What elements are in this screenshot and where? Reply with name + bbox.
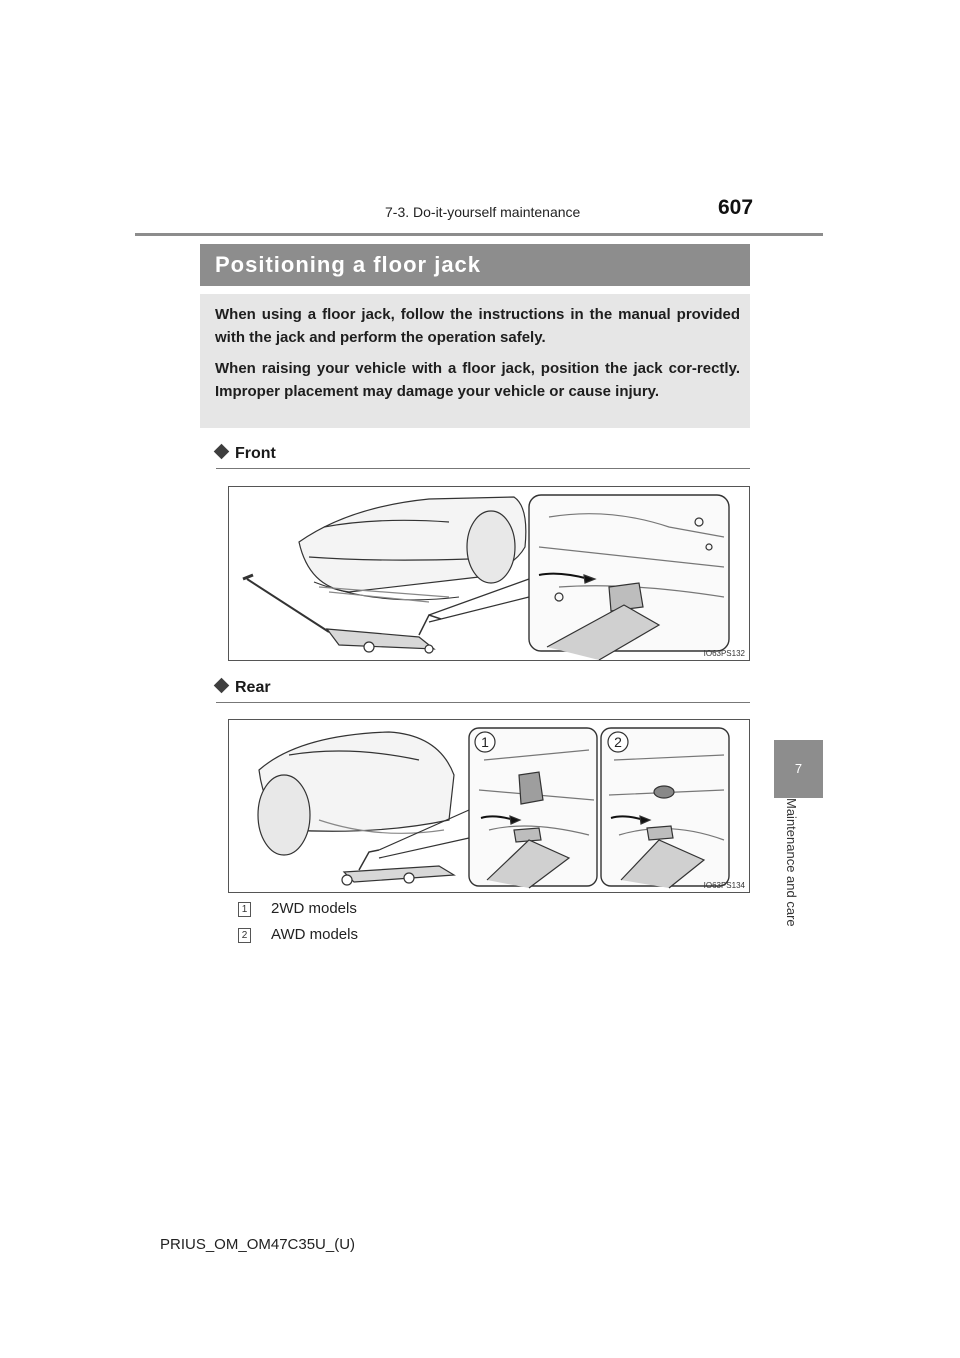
intro-box <box>200 294 750 428</box>
front-heading <box>216 445 276 463</box>
rear-heading <box>216 679 271 697</box>
chapter-tab <box>774 740 823 798</box>
rear-jack-illustration <box>228 719 750 893</box>
legend-label: AWD models <box>271 926 358 943</box>
legend-number: 2 <box>238 928 251 943</box>
legend-number: 1 <box>238 902 251 917</box>
header-divider <box>135 233 823 236</box>
chapter-label: Maintenance and care <box>784 798 799 927</box>
intro-paragraph-1: When using a floor jack, follow the instructions in the manual provided with the jack and perform the operation safely. <box>215 306 740 346</box>
rear-figure-code: IO63PS134 <box>703 881 745 890</box>
document-code: PRIUS_OM_OM47C35U_(U) <box>160 1236 356 1253</box>
title-bar <box>200 244 750 286</box>
chapter-number: 7 <box>794 761 803 776</box>
diamond-bullet-icon <box>214 678 230 694</box>
front-divider <box>216 468 750 469</box>
intro-paragraph-2: When raising your vehicle with a floor jack, position the jack cor-rectly. Improper placement may damage your vehicle or cause injury. <box>215 360 740 400</box>
section-title: 7-3. Do-it-yourself maintenance <box>385 204 581 220</box>
page-number: 607 <box>718 196 754 219</box>
front-figure-code: IO63PS132 <box>703 649 745 658</box>
callout-2: 2 <box>614 734 622 750</box>
page-title: Positioning a floor jack <box>215 252 482 277</box>
legend-label: 2WD models <box>271 900 357 917</box>
rear-divider <box>216 702 750 703</box>
rear-heading-label: Rear <box>235 679 271 696</box>
legend-item <box>238 900 357 917</box>
diamond-bullet-icon <box>214 444 230 460</box>
front-jack-illustration <box>228 486 750 661</box>
front-heading-label: Front <box>235 445 276 462</box>
callout-1: 1 <box>481 734 489 750</box>
legend-item <box>238 926 358 943</box>
